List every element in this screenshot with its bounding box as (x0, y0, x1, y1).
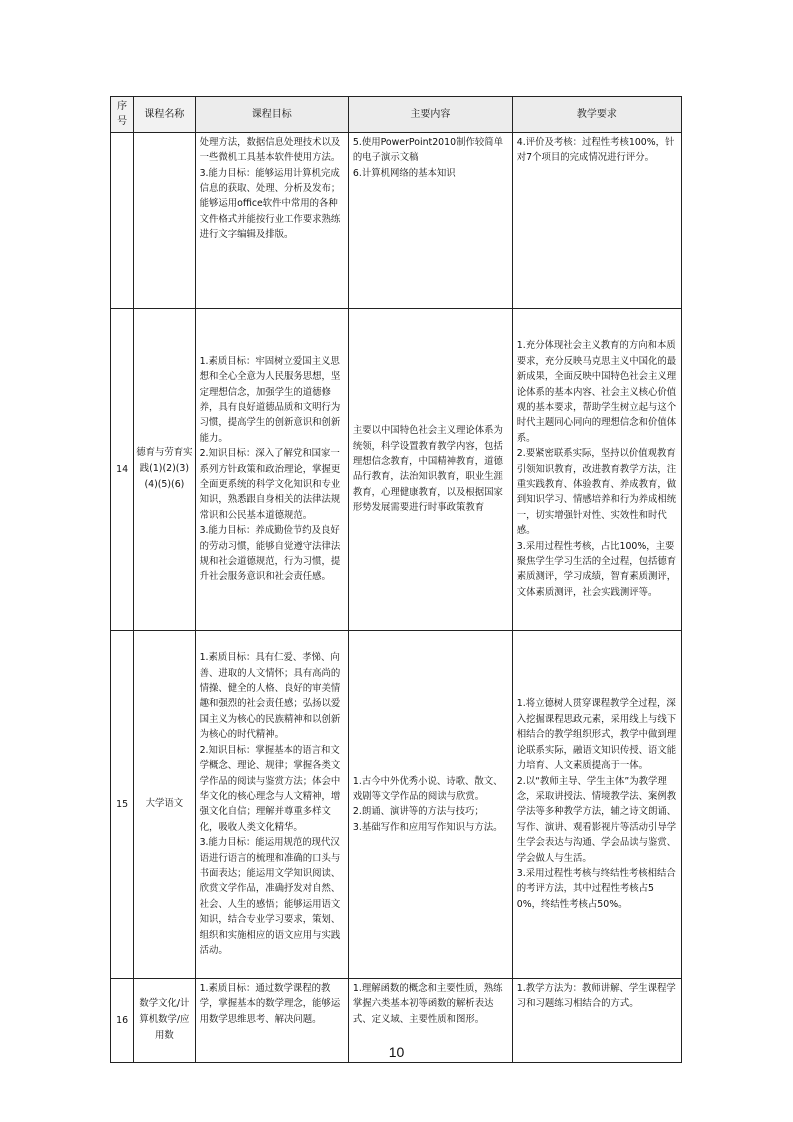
table-row (111, 630, 682, 978)
row-teaching-requirement: 1.教学方法为：教师讲解、学生课程学习和习题练习相结合的方式。 (512, 978, 681, 1062)
row-course-goal: 处理方法，数据信息处理技术以及一些微机工具基本软件使用方法。 3.能力目标：能够运用计算机完成信息的获取、处理、分析及发布；能够运用office软件中常用的各种文件格式并能按行业工作要求熟练进行文字编辑及排版。 (195, 132, 348, 308)
row-course-goal: 1.素质目标：通过数学课程的教学，掌握基本的数学理念，能够运用数学思维思考、解决问题。 (195, 978, 348, 1062)
row-no: 16 (111, 978, 134, 1062)
table-row (111, 308, 682, 630)
row-course-name (134, 132, 195, 308)
header-main-content: 主要内容 (348, 97, 512, 133)
row-teaching-requirement: 1.将立德树人贯穿课程教学全过程，深入挖掘课程思政元素，采用线上与线下相结合的教学组织形式，教学中做到理论联系实际，融语文知识传授、语文能力培育、人文素质提高于一体。 2.以“教师主导、学生主体”为教学理念，采取讲授法、情境教学法、案例教学法等多种教学方法，辅之诗文朗诵、写作、演讲、观看影视片等活动引导学生学会表达与沟通、学会品读与鉴赏、学会做人与生活。 3.采用过程性考核与终结性考核相结合的考评方法，其中过程性考核占50%，终结性考核占50%。 (512, 630, 681, 978)
header-no: 序号 (111, 97, 134, 133)
row-main-content: 5.使用PowerPoint2010制作较简单的电子演示文稿 6.计算机网络的基本知识 (348, 132, 512, 308)
row-course-name: 数学文化/计算机数学/应用数 (134, 978, 195, 1062)
row-main-content: 主要以中国特色社会主义理论体系为统领，科学设置教育教学内容，包括理想信念教育，中国精神教育，道德品行教育，法治知识教育，职业生涯教育，心理健康教育，以及根据国家形势发展需要进行时事政策教育 (348, 308, 512, 630)
curriculum-table (110, 96, 682, 1063)
row-no: 15 (111, 630, 134, 978)
row-main-content: 1.古今中外优秀小说、诗歌、散文、戏剧等文学作品的阅读与欣赏。 2.朗诵、演讲等的方法与技巧； 3.基础写作和应用写作知识与方法。 (348, 630, 512, 978)
header-teaching-requirement: 教学要求 (512, 97, 681, 133)
table-row (111, 132, 682, 308)
row-course-goal: 1.素质目标：具有仁爱、孝悌、向善、进取的人文情怀；具有高尚的情操、健全的人格、良好的审美情趣和强烈的社会责任感；弘扬以爱国主义为核心的民族精神和以创新为核心的时代精神。 2.知识目标：掌握基本的语言和文学概念、理论、规律；掌握各类文学作品的阅读与鉴赏方法；体会中华文化的核心理念与人文精神，增强文化自信；理解并尊重多样文化，吸收人类文化精华。 3.能力目标：能运用规范的现代汉语进行语言的梳理和准确的口头与书面表达；能运用文学知识阅读、欣赏文学作品，准确抒发对自然、社会、人生的感悟；能够运用语文知识，结合专业学习要求，策划、组织和实施相应的语文应用与实践活动。 (195, 630, 348, 978)
page-number: 10 (388, 1044, 405, 1060)
row-no: 14 (111, 308, 134, 630)
row-course-name: 德育与劳育实践(1)(2)(3)(4)(5)(6) (134, 308, 195, 630)
row-main-content: 1.理解函数的概念和主要性质，熟练掌握六类基本初等函数的解析表达式、定义域、主要性质和图形。 (348, 978, 512, 1062)
row-course-goal: 1.素质目标：牢固树立爱国主义思想和全心全意为人民服务思想，坚定理想信念，加强学生的道德修养，具有良好道德品质和文明行为习惯，提高学生的创新意识和创新能力。 2.知识目标：深入了解党和国家一系列方针政策和政治理论，掌握更全面更系统的科学文化知识和专业知识，熟悉跟自身相关的法律法规常识和公民基本道德规范。 3.能力目标：养成勤俭节约及良好的劳动习惯，能够自觉遵守法律法规和社会道德规范，行为习惯，提升社会服务意识和社会责任感。 (195, 308, 348, 630)
row-teaching-requirement: 1.充分体现社会主义教育的方向和本质要求，充分反映马克思主义中国化的最新成果，全面反映中国特色社会主义理论体系的基本内容、社会主义核心价值观的基本要求，帮助学生树立起与这个时代主题同心同向的理想信念和价值体系。 2.要紧密联系实际，坚持以价值观教育引领知识教育，改进教育教学方法，注重实践教育、体验教育、养成教育，做到知识学习、情感培养和行为养成相统一，切实增强针对性、实效性和时代感。 3.采用过程性考核，占比100%，主要聚焦学生学习生活的全过程，包括德育素质测评，学习成绩，智育素质测评，文体素质测评，社会实践测评等。 (512, 308, 681, 630)
row-course-name: 大学语文 (134, 630, 195, 978)
row-teaching-requirement: 4.评价及考核：过程性考核100%，针对7个项目的完成情况进行评分。 (512, 132, 681, 308)
row-no (111, 132, 134, 308)
table-header-row (111, 97, 682, 133)
header-course-goal: 课程目标 (195, 97, 348, 133)
header-course-name: 课程名称 (134, 97, 195, 133)
